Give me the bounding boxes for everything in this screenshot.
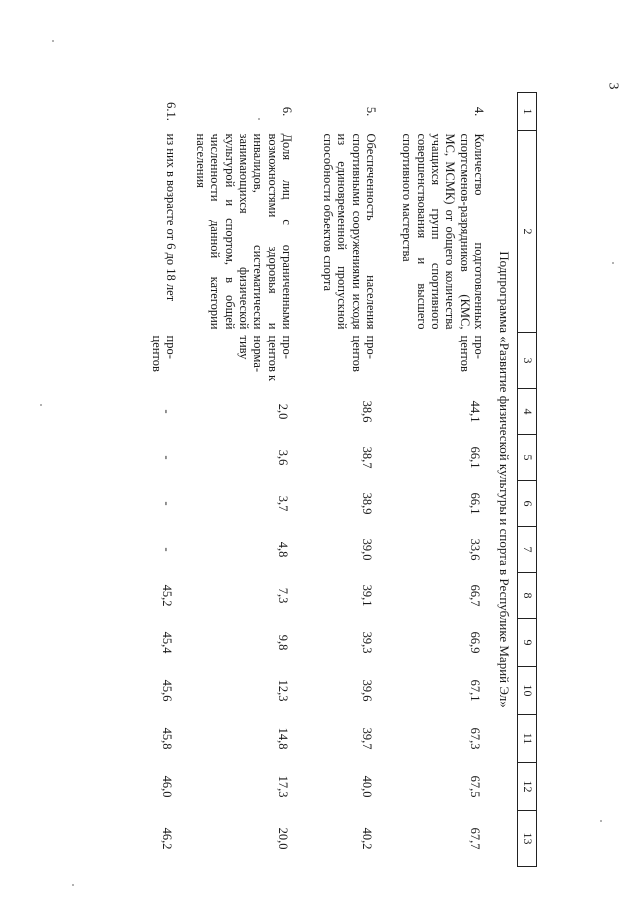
value-cell: 39,3 [360,631,375,654]
value-cell: 4,8 [276,541,291,558]
rotated-table-container [127,92,537,862]
value-cell: 3,7 [276,495,291,512]
column-header: 8 [518,573,537,619]
table-row [132,93,180,867]
scan-speck [40,404,42,406]
column-header: 11 [518,715,537,763]
indicators-table [132,92,537,867]
value-cell: 7,3 [276,587,291,604]
value-cell: 66,9 [468,631,483,654]
value-cell: - [160,547,175,552]
row-number: 6. [280,106,295,117]
table-row [380,93,488,867]
value-cell: 38,9 [360,492,375,515]
value-cell: 46,0 [160,775,175,798]
value-cell: 2,0 [276,403,291,420]
column-header: 12 [518,763,537,811]
column-header: 5 [518,435,537,481]
value-cell: 45,4 [160,631,175,654]
column-header: 7 [518,527,537,573]
value-cell: 38,7 [360,446,375,469]
unit-cell: про-центов [349,335,379,372]
column-number-row [518,93,537,867]
value-cell: 9,8 [276,634,291,651]
indicator-name: Доля лиц с ограниченными возможностями здоровья и инвалидов, систематически занимающихся физической культурой и спортом, в общей численности данной категории населения [193,133,295,330]
row-number: 4. [472,106,487,117]
value-cell: 66,7 [468,584,483,607]
value-cell: 45,8 [160,727,175,750]
value-cell: 67,3 [468,727,483,750]
value-cell: 66,1 [468,492,483,515]
value-cell: 67,1 [468,679,483,702]
value-cell: 17,3 [276,775,291,798]
value-cell: 40,0 [360,775,375,798]
subprogram-title: Подпрограмма «Развитие физической культуры и спорта в Республике Марий Эл» [497,251,512,708]
indicator-name: Обеспеченность населения спортивными сооружениями исходя из единовременной пропускной способности объектов спорта [320,133,379,330]
value-cell: 39,7 [360,727,375,750]
value-cell: 46,2 [160,827,175,850]
scan-speck [52,40,54,42]
unit-cell: про-центов [149,335,179,372]
value-cell: 14,8 [276,727,291,750]
value-cell: 20,0 [276,827,291,850]
value-cell: 39,6 [360,679,375,702]
subprogram-row [488,93,517,867]
scan-speck [258,118,260,120]
page-number: 3 [605,82,621,90]
value-cell: 67,7 [468,827,483,850]
unit-cell: про-центов к норма-тиву [236,335,295,382]
column-header: 9 [518,619,537,667]
column-header: 2 [518,131,537,333]
column-header: 4 [518,389,537,435]
unit-cell: про-центов [457,335,487,372]
value-cell: 45,2 [160,584,175,607]
value-cell: 45,6 [160,679,175,702]
value-cell: 3,6 [276,449,291,466]
value-cell: 67,5 [468,775,483,798]
value-cell: - [160,409,175,414]
value-cell: 44,1 [468,400,483,423]
table-row [180,93,296,867]
column-header: 3 [518,333,537,389]
column-header: 1 [518,93,537,131]
value-cell: 33,6 [468,538,483,561]
scan-speck [612,262,614,264]
row-number: 5. [364,106,379,117]
value-cell: - [160,501,175,506]
column-header: 6 [518,481,537,527]
value-cell: - [160,455,175,460]
indicator-name: Количество подготовленных спортсменов-разрядников (КМС, МС, МСМК) от общего количества учащихся групп спортивного совершенствования и высшего спортивного мастерства [400,133,487,330]
table-row [296,93,380,867]
value-cell: 39,1 [360,584,375,607]
value-cell: 39,0 [360,538,375,561]
row-number: 6.1. [164,102,179,121]
indicator-name: из них в возрасте от 6 до 18 лет [164,133,179,302]
value-cell: 66,1 [468,446,483,469]
scan-speck [600,820,602,822]
column-header: 13 [518,811,537,867]
value-cell: 12,3 [276,679,291,702]
value-cell: 40,2 [360,827,375,850]
column-header: 10 [518,667,537,715]
value-cell: 38,6 [360,400,375,423]
scan-speck [72,884,74,886]
